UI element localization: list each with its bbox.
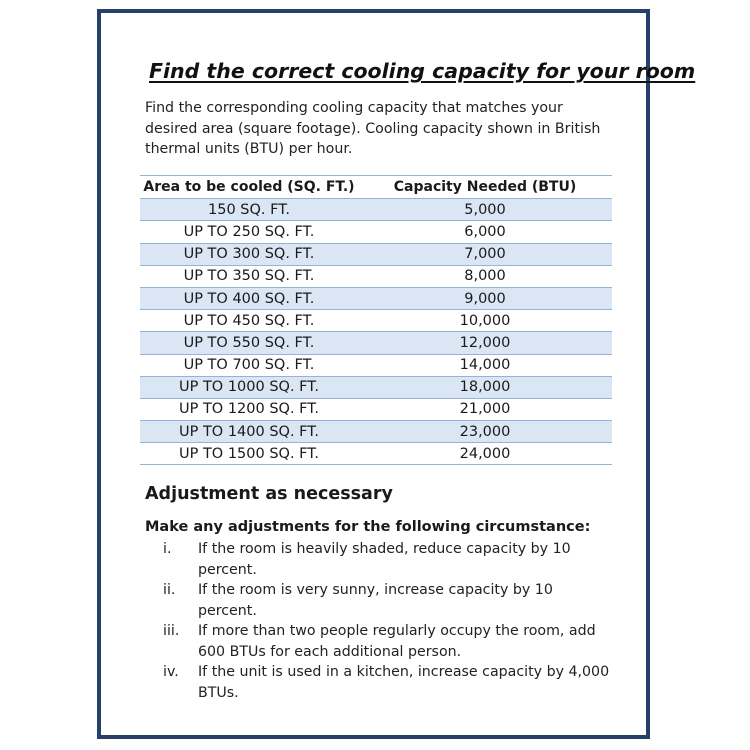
table-row xyxy=(140,287,612,309)
list-item xyxy=(145,621,615,662)
table-row xyxy=(140,398,612,420)
adjustment-heading: Adjustment as necessary xyxy=(145,484,393,504)
page-title: Find the correct cooling capacity for your room xyxy=(149,59,696,83)
area-cell: UP TO 350 SQ. FT. xyxy=(183,268,315,285)
column-header-area: Area to be cooled (SQ. FT.) xyxy=(143,179,355,196)
area-cell: UP TO 550 SQ. FT. xyxy=(183,334,315,351)
table-row xyxy=(140,331,612,353)
capacity-cell: 8,000 xyxy=(464,268,506,285)
area-cell: UP TO 1200 SQ. FT. xyxy=(178,401,320,418)
list-text: If more than two people regularly occupy the room, add 600 BTUs for each additional person. xyxy=(198,623,596,660)
adjustment-list xyxy=(145,539,615,703)
list-text: If the unit is used in a kitchen, increase capacity by 4,000 BTUs. xyxy=(198,664,610,701)
capacity-cell: 12,000 xyxy=(459,334,511,351)
capacity-table xyxy=(140,175,612,465)
list-text: If the room is heavily shaded, reduce capacity by 10 percent. xyxy=(198,541,571,578)
column-header-capacity: Capacity Needed (BTU) xyxy=(393,179,577,196)
capacity-cell: 21,000 xyxy=(459,401,511,418)
area-cell: UP TO 300 SQ. FT. xyxy=(183,246,315,263)
list-text: If the room is very sunny, increase capacity by 10 percent. xyxy=(198,582,553,619)
capacity-cell: 14,000 xyxy=(459,357,511,374)
document-frame xyxy=(97,9,696,739)
table-row xyxy=(140,309,612,331)
list-numeral: i. xyxy=(163,541,172,557)
list-numeral: ii. xyxy=(163,582,176,598)
table-row xyxy=(140,376,612,398)
table-row xyxy=(140,420,612,442)
table-row xyxy=(140,220,612,242)
capacity-cell: 23,000 xyxy=(459,423,511,440)
intro-paragraph: Find the corresponding cooling capacity that matches your desired area (square footage). Cooling capacity shown in British thermal units (BTU) per hour. xyxy=(145,100,601,157)
table-row xyxy=(140,442,612,464)
area-cell: 150 SQ. FT. xyxy=(208,201,290,218)
area-cell: UP TO 700 SQ. FT. xyxy=(183,357,315,374)
table-row xyxy=(140,354,612,376)
capacity-cell: 18,000 xyxy=(459,379,511,396)
list-item xyxy=(145,580,615,621)
list-numeral: iv. xyxy=(163,664,179,680)
capacity-cell: 7,000 xyxy=(464,246,506,263)
capacity-cell: 9,000 xyxy=(464,290,506,307)
list-numeral: iii. xyxy=(163,623,180,639)
table-row xyxy=(140,265,612,287)
table-header-row xyxy=(140,176,612,198)
list-item xyxy=(145,662,615,703)
capacity-cell: 10,000 xyxy=(459,312,511,329)
area-cell: UP TO 400 SQ. FT. xyxy=(183,290,315,307)
area-cell: UP TO 1500 SQ. FT. xyxy=(178,445,320,462)
table-row xyxy=(140,198,612,220)
area-cell: UP TO 450 SQ. FT. xyxy=(183,312,315,329)
area-cell: UP TO 250 SQ. FT. xyxy=(183,223,315,240)
capacity-cell: 24,000 xyxy=(459,445,511,462)
adjustment-subheading: Make any adjustments for the following circumstance: xyxy=(145,519,591,535)
capacity-cell: 6,000 xyxy=(464,223,506,240)
area-cell: UP TO 1400 SQ. FT. xyxy=(178,423,320,440)
table-row xyxy=(140,243,612,265)
list-item xyxy=(145,539,615,580)
area-cell: UP TO 1000 SQ. FT. xyxy=(178,379,320,396)
capacity-cell: 5,000 xyxy=(464,201,506,218)
